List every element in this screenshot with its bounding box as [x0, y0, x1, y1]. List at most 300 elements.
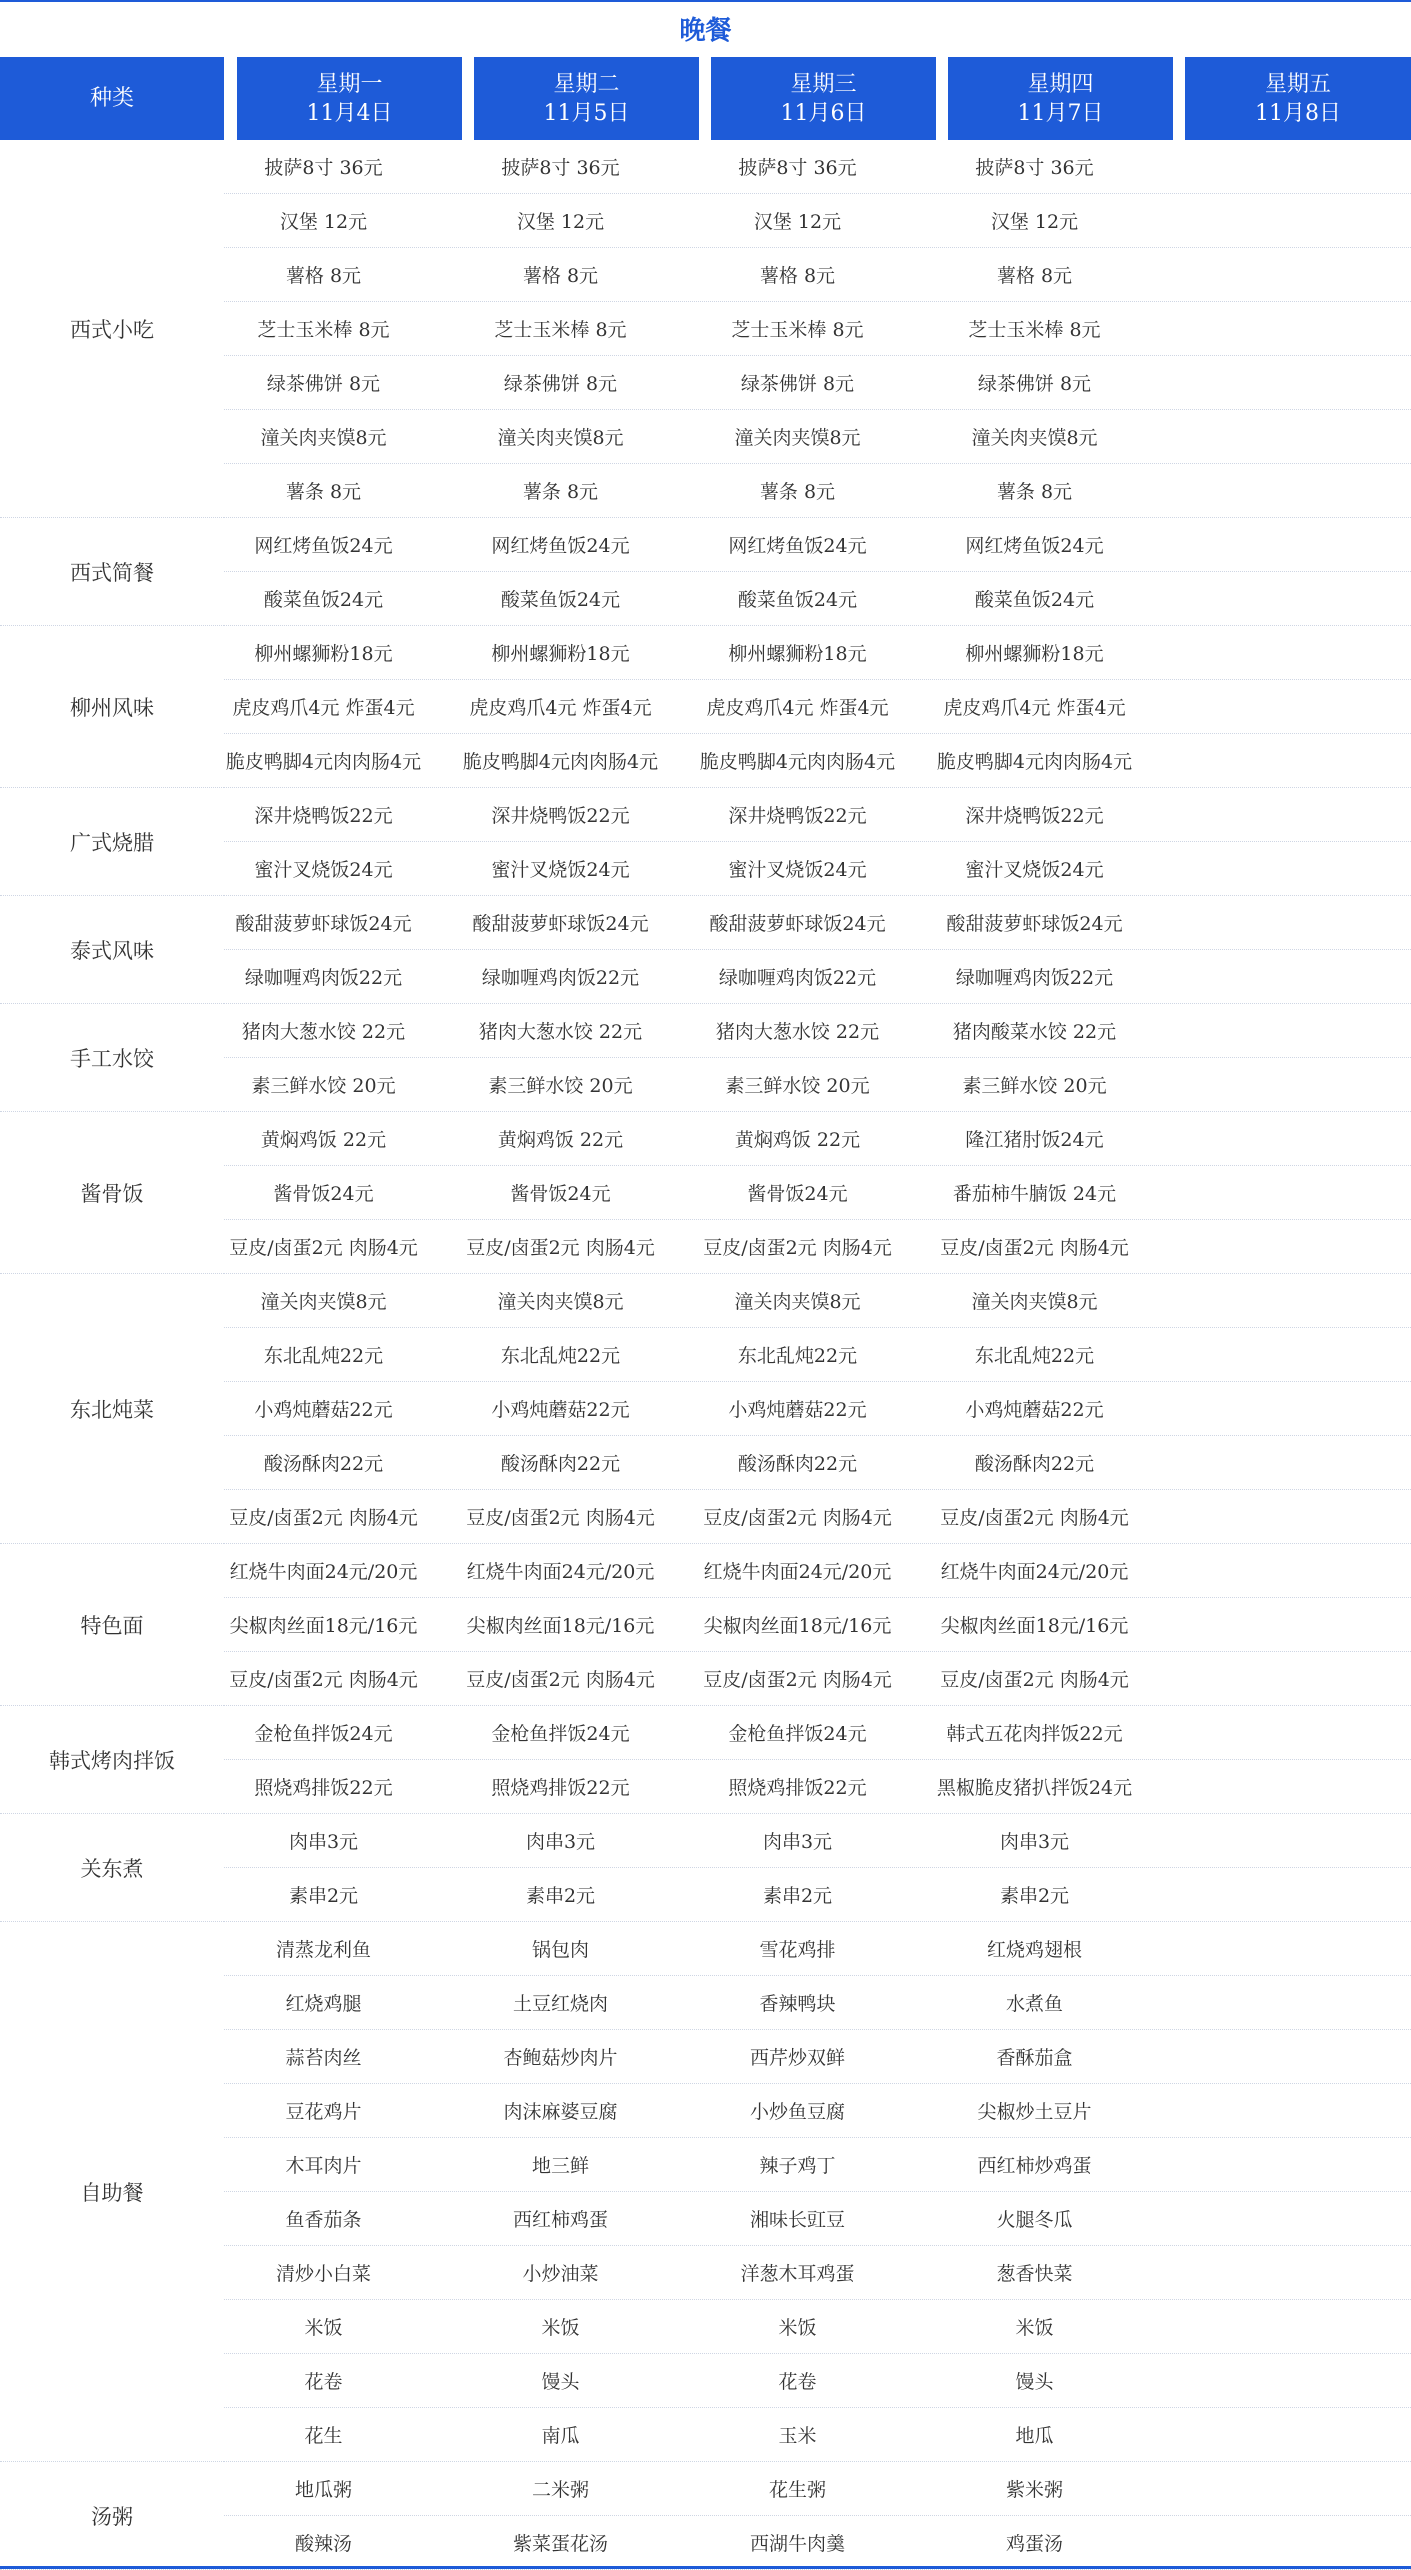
menu-item-day-1: 柳州螺狮粉18元 — [254, 643, 393, 665]
menu-item-day-3: 素三鲜水饺 20元 — [725, 1075, 870, 1097]
menu-row — [224, 1652, 1411, 1706]
menu-row — [224, 626, 1411, 680]
menu-item-day-3: 湘味长豇豆 — [749, 2209, 845, 2231]
menu-row — [224, 2354, 1411, 2408]
menu-item-day-2: 芝士玉米棒 8元 — [494, 319, 627, 341]
header-date: 11月7日 — [1017, 100, 1104, 126]
menu-item-day-1: 清蒸龙利鱼 — [275, 1939, 371, 1961]
menu-item-day-4: 豆皮/卤蛋2元 肉肠4元 — [940, 1669, 1129, 1691]
menu-item-day-2: 猪肉大葱水饺 22元 — [478, 1021, 643, 1043]
menu-item-day-3: 豆皮/卤蛋2元 肉肠4元 — [703, 1237, 892, 1259]
menu-item-day-5 — [1159, 140, 1384, 193]
menu-item-day-2: 小鸡炖蘑菇22元 — [491, 1399, 630, 1421]
menu-item-day-2: 薯条 8元 — [522, 481, 599, 503]
menu-item-day-3: 西湖牛肉羹 — [749, 2533, 845, 2555]
menu-item-day-5 — [1159, 302, 1384, 355]
menu-item-day-3: 脆皮鸭脚4元肉肉肠4元 — [699, 751, 896, 773]
menu-row — [224, 2462, 1411, 2516]
menu-item-day-5 — [1159, 572, 1384, 625]
menu-item-day-5 — [1159, 2246, 1384, 2299]
menu-item-day-4: 韩式五花肉拌饭22元 — [946, 1723, 1123, 1745]
menu-item-day-2: 潼关肉夹馍8元 — [497, 427, 624, 449]
header-date: 11月6日 — [780, 100, 867, 126]
menu-row — [224, 1166, 1411, 1220]
menu-item-day-4: 水煮鱼 — [1005, 1993, 1063, 2015]
menu-item-day-4: 肉串3元 — [999, 1831, 1070, 1853]
menu-item-day-4: 芝士玉米棒 8元 — [968, 319, 1101, 341]
menu-row — [224, 1868, 1411, 1922]
menu-item-day-5 — [1159, 2354, 1384, 2407]
menu-row — [224, 1706, 1411, 1760]
menu-item-day-1: 酸辣汤 — [294, 2533, 352, 2555]
menu-item-day-1: 肉串3元 — [288, 1831, 359, 1853]
header-date: 11月5日 — [543, 100, 630, 126]
menu-item-day-5 — [1159, 1004, 1384, 1057]
menu-item-day-2: 小炒油菜 — [522, 2263, 599, 2285]
menu-item-day-2: 照烧鸡排饭22元 — [491, 1777, 630, 1799]
menu-item-day-1: 红烧牛肉面24元/20元 — [229, 1561, 418, 1583]
menu-item-day-3: 花生粥 — [768, 2479, 826, 2501]
menu-item-day-4: 红烧鸡翅根 — [986, 1939, 1082, 1961]
menu-item-day-4: 潼关肉夹馍8元 — [971, 427, 1098, 449]
menu-item-day-4: 薯条 8元 — [996, 481, 1073, 503]
menu-item-day-1: 东北乱炖22元 — [263, 1345, 384, 1367]
menu-item-day-5 — [1159, 1274, 1384, 1327]
menu-item-day-1: 酸菜鱼饭24元 — [263, 589, 384, 611]
menu-item-day-4: 黑椒脆皮猪扒拌饭24元 — [936, 1777, 1133, 1799]
category-label: 东北炖菜 — [0, 1274, 224, 1544]
menu-item-day-4: 猪肉酸菜水饺 22元 — [952, 1021, 1117, 1043]
menu-item-day-3: 豆皮/卤蛋2元 肉肠4元 — [703, 1507, 892, 1529]
menu-item-day-3: 酸菜鱼饭24元 — [737, 589, 858, 611]
menu-item-day-2: 素三鲜水饺 20元 — [488, 1075, 633, 1097]
menu-item-day-1: 清炒小白菜 — [275, 2263, 371, 2285]
menu-item-day-2: 西红柿鸡蛋 — [512, 2209, 608, 2231]
menu-item-day-3: 深井烧鸭饭22元 — [728, 805, 867, 827]
menu-item-day-4: 素串2元 — [999, 1885, 1070, 1907]
menu-row — [224, 896, 1411, 950]
menu-row — [224, 194, 1411, 248]
menu-item-day-1: 绿茶佛饼 8元 — [266, 373, 381, 395]
menu-item-day-3: 玉米 — [778, 2425, 817, 2447]
menu-item-day-2: 豆皮/卤蛋2元 肉肠4元 — [466, 1507, 655, 1529]
header-day-1 — [237, 57, 462, 140]
menu-item-day-2: 土豆红烧肉 — [512, 1993, 608, 2015]
menu-item-day-3: 潼关肉夹馍8元 — [734, 1291, 861, 1313]
menu-item-day-3: 西芹炒双鲜 — [749, 2047, 845, 2069]
menu-item-day-2: 薯格 8元 — [522, 265, 599, 287]
menu-item-day-5 — [1159, 842, 1384, 895]
menu-item-day-1: 潼关肉夹馍8元 — [260, 1291, 387, 1313]
menu-row — [224, 1274, 1411, 1328]
menu-item-day-4: 虎皮鸡爪4元 炸蛋4元 — [943, 697, 1126, 719]
menu-item-day-3: 披萨8寸 36元 — [738, 157, 857, 179]
menu-row — [224, 1382, 1411, 1436]
menu-item-day-5 — [1159, 2408, 1384, 2461]
menu-item-day-2: 肉沫麻婆豆腐 — [503, 2101, 618, 2123]
menu-item-day-2: 南瓜 — [541, 2425, 580, 2447]
menu-item-day-4: 馒头 — [1015, 2371, 1054, 2393]
menu-row — [224, 2192, 1411, 2246]
menu-item-day-2: 网红烤鱼饭24元 — [491, 535, 630, 557]
menu-item-day-1: 网红烤鱼饭24元 — [254, 535, 393, 557]
menu-item-day-5 — [1159, 1814, 1384, 1867]
menu-item-day-3: 雪花鸡排 — [759, 1939, 836, 1961]
menu-item-day-1: 金枪鱼拌饭24元 — [254, 1723, 393, 1745]
menu-item-day-5 — [1159, 410, 1384, 463]
menu-item-day-4: 西红柿炒鸡蛋 — [977, 2155, 1092, 2177]
menu-item-day-4: 薯格 8元 — [996, 265, 1073, 287]
menu-item-day-2: 脆皮鸭脚4元肉肉肠4元 — [462, 751, 659, 773]
menu-item-day-5 — [1159, 788, 1384, 841]
menu-item-day-3: 黄焖鸡饭 22元 — [734, 1129, 861, 1151]
menu-item-day-5 — [1159, 1598, 1384, 1651]
header-weekday: 星期四 — [1027, 71, 1094, 97]
header-category-label: 种类 — [89, 86, 134, 111]
menu-item-day-5 — [1159, 1058, 1384, 1111]
table-header — [0, 57, 1411, 140]
menu-item-day-5 — [1159, 2300, 1384, 2353]
category-label: 西式小吃 — [0, 140, 224, 518]
menu-item-day-3: 金枪鱼拌饭24元 — [728, 1723, 867, 1745]
menu-item-day-3: 米饭 — [778, 2317, 817, 2339]
menu-item-day-2: 锅包肉 — [531, 1939, 589, 1961]
menu-item-day-5 — [1159, 1490, 1384, 1543]
menu-item-day-4: 素三鲜水饺 20元 — [962, 1075, 1107, 1097]
header-day-2 — [474, 57, 699, 140]
menu-item-day-4: 小鸡炖蘑菇22元 — [965, 1399, 1104, 1421]
menu-item-day-1: 汉堡 12元 — [279, 211, 368, 233]
category-label: 手工水饺 — [0, 1004, 224, 1112]
menu-item-day-5 — [1159, 248, 1384, 301]
menu-item-day-1: 豆皮/卤蛋2元 肉肠4元 — [229, 1669, 418, 1691]
menu-row — [224, 410, 1411, 464]
menu-item-day-2: 二米粥 — [531, 2479, 589, 2501]
category-label: 汤粥 — [0, 2462, 224, 2570]
menu-item-day-4: 红烧牛肉面24元/20元 — [940, 1561, 1129, 1583]
header-day-4 — [948, 57, 1173, 140]
menu-item-day-4: 绿咖喱鸡肉饭22元 — [955, 967, 1114, 989]
menu-item-day-4: 绿茶佛饼 8元 — [977, 373, 1092, 395]
menu-item-day-5 — [1159, 1382, 1384, 1435]
menu-row — [224, 1112, 1411, 1166]
header-day-5 — [1185, 57, 1411, 140]
menu-row — [224, 680, 1411, 734]
menu-item-day-1: 脆皮鸭脚4元肉肉肠4元 — [225, 751, 422, 773]
menu-item-day-5 — [1159, 356, 1384, 409]
menu-item-day-3: 酱骨饭24元 — [747, 1183, 848, 1205]
menu-row — [224, 2300, 1411, 2354]
menu-row — [224, 1058, 1411, 1112]
menu-item-day-3: 网红烤鱼饭24元 — [728, 535, 867, 557]
menu-item-day-2: 蜜汁叉烧饭24元 — [491, 859, 630, 881]
menu-item-day-5 — [1159, 734, 1384, 787]
menu-row — [224, 572, 1411, 626]
category-label: 泰式风味 — [0, 896, 224, 1004]
menu-item-day-5 — [1159, 626, 1384, 679]
category-label: 西式简餐 — [0, 518, 224, 626]
menu-item-day-4: 地瓜 — [1015, 2425, 1054, 2447]
menu-item-day-1: 潼关肉夹馍8元 — [260, 427, 387, 449]
menu-item-day-5 — [1159, 2192, 1384, 2245]
menu-item-day-1: 蜜汁叉烧饭24元 — [254, 859, 393, 881]
menu-item-day-4: 柳州螺狮粉18元 — [965, 643, 1104, 665]
menu-item-day-1: 地瓜粥 — [294, 2479, 352, 2501]
menu-item-day-2: 虎皮鸡爪4元 炸蛋4元 — [469, 697, 652, 719]
page-title: 晚餐 — [679, 15, 732, 46]
header-category — [0, 57, 224, 140]
menu-item-day-1: 蒜苔肉丝 — [285, 2047, 362, 2069]
menu-item-day-1: 披萨8寸 36元 — [264, 157, 383, 179]
menu-item-day-2: 绿茶佛饼 8元 — [503, 373, 618, 395]
menu-row — [224, 842, 1411, 896]
menu-item-day-4: 网红烤鱼饭24元 — [965, 535, 1104, 557]
menu-item-day-3: 红烧牛肉面24元/20元 — [703, 1561, 892, 1583]
menu-item-day-1: 照烧鸡排饭22元 — [254, 1777, 393, 1799]
menu-item-day-3: 花卷 — [778, 2371, 817, 2393]
menu-item-day-1: 虎皮鸡爪4元 炸蛋4元 — [232, 697, 415, 719]
menu-item-day-1: 豆花鸡片 — [285, 2101, 362, 2123]
menu-row — [224, 2030, 1411, 2084]
header-date: 11月8日 — [1255, 100, 1341, 126]
menu-item-day-2: 米饭 — [541, 2317, 580, 2339]
menu-item-day-3: 尖椒肉丝面18元/16元 — [703, 1615, 892, 1637]
menu-item-day-2: 深井烧鸭饭22元 — [491, 805, 630, 827]
menu-row — [224, 1814, 1411, 1868]
menu-item-day-3: 猪肉大葱水饺 22元 — [715, 1021, 880, 1043]
menu-item-day-5 — [1159, 1976, 1384, 2029]
menu-item-day-1: 花卷 — [304, 2371, 343, 2393]
menu-item-day-2: 尖椒肉丝面18元/16元 — [466, 1615, 655, 1637]
menu-item-day-5 — [1159, 1544, 1384, 1597]
header-weekday: 星期二 — [553, 71, 620, 97]
menu-item-day-5 — [1159, 2462, 1384, 2515]
category-label: 酱骨饭 — [0, 1112, 224, 1274]
menu-item-day-1: 鱼香茄条 — [285, 2209, 362, 2231]
menu-item-day-1: 素三鲜水饺 20元 — [251, 1075, 396, 1097]
menu-item-day-5 — [1159, 1436, 1384, 1489]
menu-item-day-2: 豆皮/卤蛋2元 肉肠4元 — [466, 1669, 655, 1691]
menu-row — [224, 2246, 1411, 2300]
menu-row — [224, 1328, 1411, 1382]
menu-row — [224, 1922, 1411, 1976]
menu-item-day-3: 柳州螺狮粉18元 — [728, 643, 867, 665]
category-label: 广式烧腊 — [0, 788, 224, 896]
menu-item-day-3: 小鸡炖蘑菇22元 — [728, 1399, 867, 1421]
menu-item-day-1: 深井烧鸭饭22元 — [254, 805, 393, 827]
menu-row — [224, 950, 1411, 1004]
menu-item-day-5 — [1159, 1868, 1384, 1921]
menu-item-day-4: 紫米粥 — [1005, 2479, 1063, 2501]
menu-item-day-2: 汉堡 12元 — [516, 211, 605, 233]
menu-item-day-5 — [1159, 680, 1384, 733]
menu-item-day-4: 汉堡 12元 — [990, 211, 1079, 233]
menu-item-day-3: 辣子鸡丁 — [759, 2155, 836, 2177]
menu-item-day-1: 绿咖喱鸡肉饭22元 — [244, 967, 403, 989]
menu-row — [224, 1760, 1411, 1814]
header-weekday: 星期五 — [1264, 71, 1331, 97]
menu-item-day-4: 蜜汁叉烧饭24元 — [965, 859, 1104, 881]
category-label: 韩式烤肉拌饭 — [0, 1706, 224, 1814]
category-label: 关东煮 — [0, 1814, 224, 1922]
menu-item-day-1: 薯格 8元 — [285, 265, 362, 287]
menu-item-day-2: 豆皮/卤蛋2元 肉肠4元 — [466, 1237, 655, 1259]
menu-item-day-3: 虎皮鸡爪4元 炸蛋4元 — [706, 697, 889, 719]
menu-item-day-3: 蜜汁叉烧饭24元 — [728, 859, 867, 881]
menu-item-day-4: 尖椒肉丝面18元/16元 — [940, 1615, 1129, 1637]
menu-row — [224, 464, 1411, 518]
menu-item-day-1: 小鸡炖蘑菇22元 — [254, 1399, 393, 1421]
menu-item-day-4: 酸汤酥肉22元 — [974, 1453, 1095, 1475]
menu-item-day-2: 披萨8寸 36元 — [501, 157, 620, 179]
menu-item-day-4: 番茄柿牛腩饭 24元 — [952, 1183, 1117, 1205]
menu-row — [224, 302, 1411, 356]
menu-item-day-4: 香酥茄盒 — [996, 2047, 1073, 2069]
menu-item-day-4: 尖椒炒土豆片 — [977, 2101, 1092, 2123]
menu-item-day-1: 米饭 — [304, 2317, 343, 2339]
menu-item-day-3: 肉串3元 — [762, 1831, 833, 1853]
menu-item-day-2: 肉串3元 — [525, 1831, 596, 1853]
menu-item-day-2: 杏鲍菇炒肉片 — [503, 2047, 618, 2069]
menu-item-day-1: 酸汤酥肉22元 — [263, 1453, 384, 1475]
menu-item-day-4: 鸡蛋汤 — [1005, 2533, 1063, 2555]
menu-row — [224, 518, 1411, 572]
menu-item-day-1: 素串2元 — [288, 1885, 359, 1907]
menu-row — [224, 734, 1411, 788]
header-weekday: 星期一 — [316, 71, 383, 97]
menu-row — [224, 1490, 1411, 1544]
menu-item-day-1: 红烧鸡腿 — [285, 1993, 362, 2015]
menu-item-day-5 — [1159, 2084, 1384, 2137]
menu-row — [224, 1436, 1411, 1490]
menu-item-day-3: 酸汤酥肉22元 — [737, 1453, 858, 1475]
menu-item-day-5 — [1159, 2138, 1384, 2191]
menu-item-day-2: 柳州螺狮粉18元 — [491, 643, 630, 665]
menu-item-day-5 — [1159, 950, 1384, 1003]
menu-row — [224, 2408, 1411, 2462]
menu-row — [224, 2516, 1411, 2570]
menu-item-day-5 — [1159, 194, 1384, 247]
menu-item-day-5 — [1159, 1922, 1384, 1975]
menu-item-day-2: 酸菜鱼饭24元 — [500, 589, 621, 611]
menu-item-day-1: 豆皮/卤蛋2元 肉肠4元 — [229, 1237, 418, 1259]
menu-item-day-2: 潼关肉夹馍8元 — [497, 1291, 624, 1313]
menu-item-day-1: 薯条 8元 — [285, 481, 362, 503]
menu-row — [224, 2138, 1411, 2192]
menu-item-day-2: 金枪鱼拌饭24元 — [491, 1723, 630, 1745]
menu-row — [224, 1004, 1411, 1058]
category-label: 自助餐 — [0, 1922, 224, 2462]
menu-item-day-2: 素串2元 — [525, 1885, 596, 1907]
menu-item-day-3: 素串2元 — [762, 1885, 833, 1907]
menu-item-day-4: 米饭 — [1015, 2317, 1054, 2339]
menu-item-day-1: 黄焖鸡饭 22元 — [260, 1129, 387, 1151]
menu-item-day-5 — [1159, 1166, 1384, 1219]
category-label: 柳州风味 — [0, 626, 224, 788]
menu-item-day-3: 薯格 8元 — [759, 265, 836, 287]
menu-item-day-4: 隆江猪肘饭24元 — [965, 1129, 1104, 1151]
category-label: 特色面 — [0, 1544, 224, 1706]
menu-item-day-2: 馒头 — [541, 2371, 580, 2393]
menu-item-day-1: 木耳肉片 — [285, 2155, 362, 2177]
menu-item-day-4: 东北乱炖22元 — [974, 1345, 1095, 1367]
menu-item-day-4: 潼关肉夹馍8元 — [971, 1291, 1098, 1313]
menu-item-day-4: 脆皮鸭脚4元肉肉肠4元 — [936, 751, 1133, 773]
menu-item-day-5 — [1159, 1652, 1384, 1705]
header-weekday: 星期三 — [790, 71, 857, 97]
menu-item-day-2: 东北乱炖22元 — [500, 1345, 621, 1367]
menu-item-day-1: 尖椒肉丝面18元/16元 — [229, 1615, 418, 1637]
menu-item-day-4: 豆皮/卤蛋2元 肉肠4元 — [940, 1507, 1129, 1529]
header-date: 11月4日 — [306, 100, 393, 126]
menu-item-day-2: 地三鲜 — [531, 2155, 589, 2177]
menu-item-day-3: 芝士玉米棒 8元 — [731, 319, 864, 341]
menu-item-day-5 — [1159, 1760, 1384, 1813]
menu-row — [224, 1598, 1411, 1652]
menu-item-day-3: 酸甜菠萝虾球饭24元 — [709, 913, 886, 935]
menu-row — [224, 1976, 1411, 2030]
menu-item-day-1: 猪肉大葱水饺 22元 — [241, 1021, 406, 1043]
menu-item-day-1: 豆皮/卤蛋2元 肉肠4元 — [229, 1507, 418, 1529]
menu-item-day-3: 小炒鱼豆腐 — [749, 2101, 845, 2123]
menu-item-day-4: 深井烧鸭饭22元 — [965, 805, 1104, 827]
menu-item-day-5 — [1159, 1328, 1384, 1381]
menu-item-day-2: 酱骨饭24元 — [510, 1183, 611, 1205]
menu-row — [224, 788, 1411, 842]
menu-item-day-5 — [1159, 2516, 1384, 2569]
menu-item-day-3: 潼关肉夹馍8元 — [734, 427, 861, 449]
menu-row — [224, 1220, 1411, 1274]
menu-item-day-1: 酱骨饭24元 — [273, 1183, 374, 1205]
menu-item-day-4: 披萨8寸 36元 — [975, 157, 1094, 179]
menu-item-day-4: 酸菜鱼饭24元 — [974, 589, 1095, 611]
menu-item-day-5 — [1159, 464, 1384, 517]
menu-row — [224, 356, 1411, 410]
menu-item-day-4: 酸甜菠萝虾球饭24元 — [946, 913, 1123, 935]
menu-item-day-1: 酸甜菠萝虾球饭24元 — [235, 913, 412, 935]
menu-row — [224, 248, 1411, 302]
menu-item-day-3: 汉堡 12元 — [753, 211, 842, 233]
menu-item-day-5 — [1159, 1112, 1384, 1165]
menu-item-day-3: 薯条 8元 — [759, 481, 836, 503]
menu-item-day-2: 红烧牛肉面24元/20元 — [466, 1561, 655, 1583]
menu-item-day-2: 酸甜菠萝虾球饭24元 — [472, 913, 649, 935]
menu-row — [224, 2084, 1411, 2138]
menu-item-day-2: 紫菜蛋花汤 — [512, 2533, 608, 2555]
menu-item-day-3: 绿咖喱鸡肉饭22元 — [718, 967, 877, 989]
menu-item-day-3: 香辣鸭块 — [759, 1993, 836, 2015]
menu-item-day-1: 芝士玉米棒 8元 — [257, 319, 390, 341]
menu-item-day-3: 洋葱木耳鸡蛋 — [740, 2263, 855, 2285]
menu-item-day-2: 酸汤酥肉22元 — [500, 1453, 621, 1475]
menu-item-day-5 — [1159, 896, 1384, 949]
menu-item-day-3: 照烧鸡排饭22元 — [728, 1777, 867, 1799]
menu-item-day-3: 东北乱炖22元 — [737, 1345, 858, 1367]
menu-item-day-2: 黄焖鸡饭 22元 — [497, 1129, 624, 1151]
menu-item-day-3: 绿茶佛饼 8元 — [740, 373, 855, 395]
menu-item-day-4: 豆皮/卤蛋2元 肉肠4元 — [940, 1237, 1129, 1259]
menu-item-day-1: 花生 — [304, 2425, 343, 2447]
menu-row — [224, 1544, 1411, 1598]
menu-item-day-3: 豆皮/卤蛋2元 肉肠4元 — [703, 1669, 892, 1691]
menu-item-day-2: 绿咖喱鸡肉饭22元 — [481, 967, 640, 989]
menu-row — [224, 140, 1411, 194]
menu-item-day-5 — [1159, 1706, 1384, 1759]
menu-item-day-4: 葱香快菜 — [996, 2263, 1073, 2285]
header-day-3 — [711, 57, 936, 140]
menu-item-day-5 — [1159, 2030, 1384, 2083]
menu-item-day-4: 火腿冬瓜 — [996, 2209, 1073, 2231]
